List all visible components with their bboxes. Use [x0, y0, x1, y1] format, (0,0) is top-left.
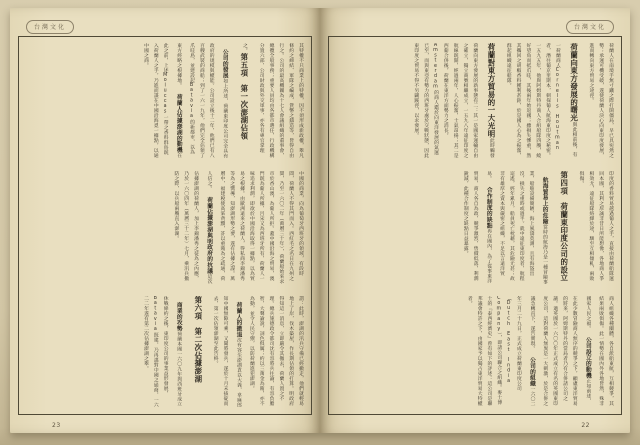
journal-title-stamp: 台灣文化	[566, 20, 614, 34]
body-text: 沈有容至澎湖責以大義，韋麻郎知中國無隙可乘，又聞將發兵，遂於十月末拔碇而去，第一次佔領澎湖至此告終。	[212, 296, 242, 408]
section-heading: 第五項 第一次澎湖佔領	[239, 53, 249, 140]
body-text: 荷蘭本國一六〇九年與西班牙成立休戰條約之後，東印度公司的事業益形發展，Batavia既建，乃再謀對中國之通商，一六二二年遂有第二次佔據澎湖之舉。	[143, 296, 182, 408]
body-text: 此時觸發荷蘭向東方發展的新事態有二：其一是國家運輸自由之確立，獨立商號相繼成立，一五九八年遠征印度之航線既開，經過兩年，人心振奮，士氣昂揚；其二是西葡合併後，荷蘭在東洋方面勢力之消長。Amsterdam的商人鑑於向東洋發展的氣運已至，而與東亞有勢力的西班牙處於交戰狀態，因此東印度之貿易不得不另闢蹊徑，以求發展。	[413, 43, 494, 158]
body-text: 其特權不只商業上的特權，因不須形成新政權，舉凡條約之締結、軍隊之編成、貨幣之鑄造等，皆得自由行之。公司的最高機關為十七人會議組織的董事會，總攬全般事務；重要人員均由各都市選任，行政機構分置六部，公司財政與外交軍事，亦各有專官掌理之。	[241, 43, 303, 158]
body-text: 印度的香料貿易越過葡人之手，直接由荷蘭船隊運回本國，其利之厚誠非昔日所能想像，各地商人爭相效尤，遠征船隊絡繹於途，馴至互相傾軋，兩敗俱傷。	[578, 170, 613, 281]
body-text: 一六〇二年三月二十九日，正式成立荷蘭東印度公司（Dutch East India Company），即諸公司聯合之組織。麥士博士的『泰西經濟史』曾有如下的評述：這公司是聯邦議會特許之下，由國家予以獨占東洋貿易大特權者。	[466, 296, 535, 407]
body-text: 這次佔據澎湖的荷蘭人，加上李錦潘秀之徒為之內應，乃於一六〇四年（萬曆三十二年）七月，乘汛兵撤防之際，以兵船兩艘直入澎湖。	[173, 170, 212, 284]
book-spread	[10, 8, 630, 433]
body-text: 商人組織各種團體，各自派船東航，互相競爭，其結果兩敗俱傷。此一情勢在國內外各地皆然，殊非國家人民之福。	[585, 296, 613, 406]
sub-heading: 荷蘭人的撤退	[235, 302, 242, 338]
sub-heading: 公司設立的動機	[584, 337, 591, 379]
body-text: 如上所述，荷蘭東印度公司完全具有政府的規模與權能。公司設立後十二年，他們已有八百艘武裝的商船；到了一六一九年，他們完全佔領了爪哇島，並建設起Batavia的新都市，以為東方經略之根據地。	[176, 43, 228, 159]
sub-heading: 航海貿易上的危險	[541, 176, 548, 224]
body-text: 中國的商業，向為葡萄牙西班牙的領域，有段時間，荷蘭人不得其門而入。西紅毛之名日在九州之間，乃至一六〇二年（萬曆三十年），荷蘭船始來求市於香山澳，為葡人所拒。蓋中國沿海之貿易，澳門既為葡人所據，呂宋又為西班牙所有，荷蘭人一味追求利潤，即欲於中國沿海取得一據點，以為貿易之根據。由歐洲遠來之荷蘭人，得私商李錦潘秀等為之嚮導，知澎湖形勢之要，遂有佔據之謀。萬曆中，福建稅使高寀貪黷，許以重賄為之疏通，荷人信之。	[206, 170, 303, 284]
journal-title-stamp: 台灣文化	[26, 20, 74, 34]
body-text: 再在國內，為了從事東洋貿易，商人各自為政，競爭激烈，售價低落，利潤銳減，此種合作制度之缺點日益暴露。	[462, 170, 492, 283]
text-register-middle	[335, 171, 615, 285]
body-text: 荷蘭人在南境手無寸鐵之際打開僵局，早已具宛然之勢；承運可機受破，遂使荷蘭人決心向東印度發展，進而轉向東方貿易之途徑。	[588, 43, 613, 158]
body-text: 正如前述，在此少數冒險商人無序的競爭之下，顧慮東洋貿易的將來，阿姆斯特丹的當局者乃有合併諸公司之議。適英國於一六〇〇年正式成立有名的英國東印度公司，這對荷蘭人無異是一大刺激，於是合併之議急轉直下，遂告實現。	[529, 296, 591, 406]
sub-heading: 公司的組織	[528, 357, 535, 387]
body-text: 在此之前，上述Moluccas一帶之香料群島既入荷蘭人之手，乃進而謀在中國沿海覓一據點，以通中國之商。	[143, 43, 182, 158]
sub-heading: 合作制度的缺點	[485, 186, 492, 228]
text-frame	[328, 36, 622, 415]
page-left	[10, 8, 320, 433]
text-register-bottom	[25, 296, 305, 408]
text-frame	[18, 36, 312, 415]
sub-heading: 公司的發展	[221, 49, 228, 79]
section-heading: 第四項 荷蘭東印度公司的設立	[559, 170, 569, 282]
sub-heading: 荷蘭人佔據澎湖的動機	[175, 94, 182, 153]
body-text: 與此相前後，有一荷蘭商人Cornelis Houtman者，潛往葡京里斯本，刺探葡人航海東印度之秘密。一五九五年，他與阿姆斯特丹商人合組船隊四艘，繞好望角而抵爪哇，其後兩年始返國；雖損失慘重，然其攜回之胡椒香料獲利甚鉅，於是國人心為之振奮，群起組織遠征船隊。	[505, 43, 577, 158]
section-heading: 荷蘭向東方發展的曙光	[569, 43, 579, 122]
sub-heading: 荷蘭佔據澎湖與明政府的抗議	[205, 196, 212, 274]
body-text: 謂：此時，澎湖的汛兵守備已經撤走，他們就輕易地上了岸，伐木築屋，作長期佔領的打算。明政府得知這一消息，立即嚴令其撤去，荷蘭人置之不理。總兵施德政令都司沈有容將兵往諭，有容負膽智，大聲諭說，詞色俱厲；約以三萬金為賄，亦不為動，並令人民守禦，以防荷蘭進犯澎湖。	[248, 296, 303, 406]
section-heading: 第六項 第二次佔據澎湖	[193, 296, 203, 383]
text-register-middle	[25, 171, 305, 285]
page-right	[320, 8, 630, 433]
page-number: 22	[581, 422, 590, 429]
sub-heading: 商業的攻勢	[175, 302, 182, 332]
body-text: 當時的航海乃是一種冒險事業，船舶設備簡陋，海上風濤莫測，且有海盜出沒，損失之重時或過半。就中遠征東印度者，航程迢遙，經年累月，船員死亡枕藉，其危險尤甚；故非有雄厚之資本與嚴密之組織，不足以言遠洋貿易。	[486, 170, 548, 284]
text-register-bottom	[335, 296, 615, 408]
page-number: 23	[52, 422, 61, 429]
text-register-top	[25, 43, 305, 159]
text-register-top	[335, 43, 615, 159]
section-heading: 荷蘭對東方貿易的一大光明	[486, 43, 496, 138]
